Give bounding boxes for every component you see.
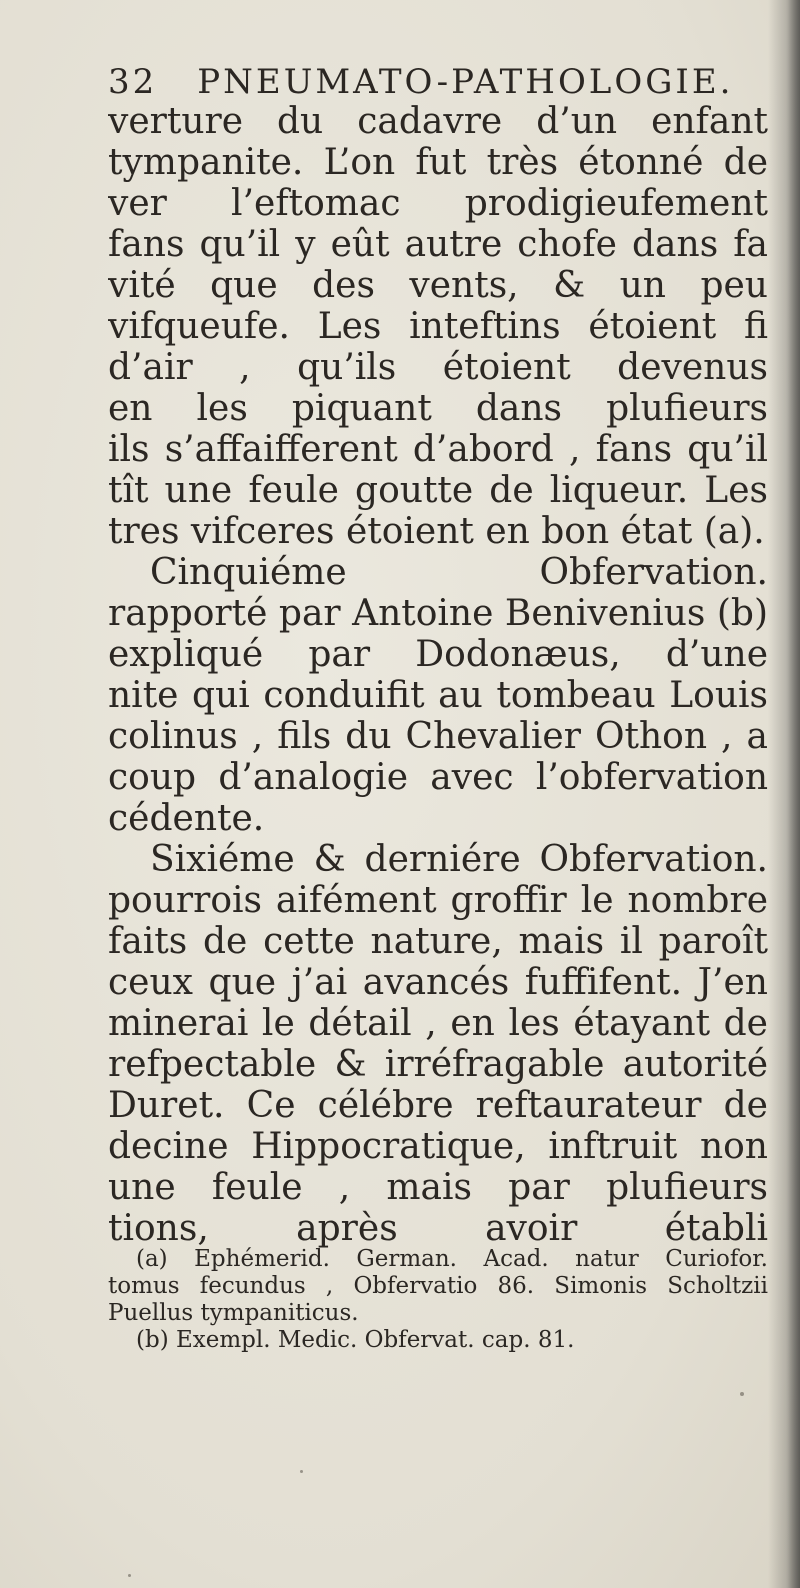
- text-line: d’air , qu’ils étoient devenus: [108, 347, 768, 388]
- text-line: expliqué par Dodonæus, d’une: [108, 634, 768, 675]
- text-line: vité que des vents, & un peu: [108, 265, 768, 306]
- text-line: verture du cadavre d’un enfant: [108, 101, 768, 142]
- text-line: tympanite. L’on fut très étonné de: [108, 142, 768, 183]
- text-line: cédente.: [108, 798, 265, 839]
- paper-speck: [740, 1392, 744, 1396]
- text-line: ils s’affaifferent d’abord , fans qu’il: [108, 429, 768, 470]
- footnote-line: tomus fecundus , Obfervatio 86. Simonis Scholtzii: [108, 1273, 768, 1299]
- text-line: colinus , fils du Chevalier Othon , a: [108, 716, 768, 757]
- page-number: 32: [108, 62, 158, 102]
- body-text: [108, 101, 768, 1249]
- text-line: pourrois aifément groffir le nombre: [108, 880, 768, 921]
- text-line: vifqueufe. Les inteftins étoient fi: [108, 306, 768, 347]
- paper-speck: [128, 1574, 131, 1577]
- text-line: Cinquiéme Obfervation.: [150, 552, 768, 593]
- text-line: fans qu’il y eût autre chofe dans fa: [108, 224, 768, 265]
- footnote-line: Puellus tympaniticus.: [108, 1300, 359, 1326]
- text-line: tres vifceres étoient en bon état (a).: [108, 511, 765, 552]
- running-title: PNEUMATO-PATHOLOGIE.: [197, 62, 734, 102]
- footnote-line: (a) Ephémerid. German. Acad. natur Curiofor.: [136, 1246, 768, 1272]
- text-line: refpectable & irréfragable autorité: [108, 1044, 768, 1085]
- text-line: faits de cette nature, mais il paroît: [108, 921, 768, 962]
- page-edge-shadow: [786, 0, 800, 1588]
- text-line: decine Hippocratique, inftruit non: [108, 1126, 768, 1167]
- text-line: coup d’analogie avec l’obfervation: [108, 757, 768, 798]
- text-line: Duret. Ce célébre reftaurateur de: [108, 1085, 768, 1126]
- text-line: nite qui conduifit au tombeau Louis: [108, 675, 768, 716]
- text-line: en les piquant dans plufieurs: [108, 388, 768, 429]
- text-line: ver l’eftomac prodigieufement: [108, 183, 768, 224]
- text-line: une feule , mais par plufieurs: [108, 1167, 768, 1208]
- text-line: minerai le détail , en les étayant de: [108, 1003, 768, 1044]
- text-line: tît une feule goutte de liqueur. Les: [108, 470, 768, 511]
- text-line: ceux que j’ai avancés fuffifent. J’en: [108, 962, 768, 1003]
- text-line: Sixiéme & derniére Obfervation.: [150, 839, 768, 880]
- footnotes: [108, 1246, 768, 1354]
- text-line: tions, après avoir établi: [108, 1208, 768, 1249]
- footnote-line: (b) Exempl. Medic. Obfervat. cap. 81.: [136, 1327, 575, 1353]
- running-head: [108, 62, 733, 102]
- text-line: rapporté par Antoine Benivenius (b): [108, 593, 768, 634]
- paper-speck: [300, 1470, 303, 1473]
